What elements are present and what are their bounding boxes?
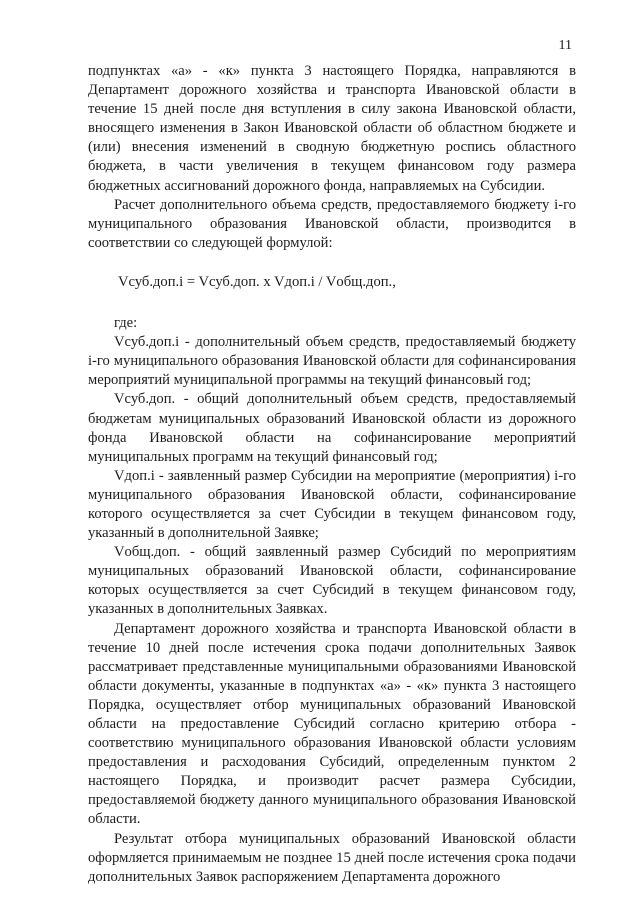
paragraph-continuation: подпунктах «а» - «к» пункта 3 настоящего Порядка, направляются в Департамент дорожного хозяйства и транспорта Ивановской области в течение 15 дней после дня вступления в силу закона Ивановской области, вносящего изменения в Закон Ивановской области об областном бюджете и (или) внесения изменений в сводную бюджетную роспись областного бюджета, в части увеличения в текущем финансовом году размера бюджетных ассигнований дорожного фонда, направляемых на Субсидии. (88, 63, 576, 194)
page-number: 11 (558, 38, 572, 53)
paragraph-calculation-intro: Расчет дополнительного объема средств, предоставляемого бюджету i-го муниципального образования Ивановской области, производится в соответствии со следующей формулой: (88, 196, 576, 251)
definition-vdop-i: Vдоп.i - заявленный размер Субсидии на мероприятие (мероприятия) i-го муниципального образования Ивановской области, софинансирование которого осуществляется за счет Субсидии в текущем финансовом году, указанный в дополнительной Заявке; (88, 467, 576, 542)
definition-vsub-dop: Vсуб.доп. - общий дополнительный объем средств, предоставляемый бюджетам муниципальных образований Ивановской области из дорожного фонда Ивановской области на софинансирование мероприятий муниципальных программ на текущий финансовый год; (88, 391, 576, 465)
document-body (88, 62, 576, 887)
definition-vobsh-dop: Vобщ.доп. - общий заявленный размер Субсидий по мероприятиям муниципальных образований Ивановской области, софинансирование которых осуществляется за счет Субсидий в текущем финансовом году, указанных в дополнительных Заявках. (88, 544, 576, 618)
where-label: где: (114, 315, 138, 332)
paragraph-department-review: Департамент дорожного хозяйства и транспорта Ивановской области в течение 10 дней после истечения срока подачи дополнительных Заявок рассматривает представленные муниципальными образованиями Ивановской области документы, указанные в подпунктах «а» - «к» пункта 3 настоящего Порядка, осуществляет отбор муниципальных образований Ивановской области на предоставление Субсидий согласно критерию отбора - соответствию муниципального образования Ивановской области условиям предоставления и расходования Субсидий, определенным пунктом 2 настоящего Порядка, и производит расчет размера Субсидии, предоставляемой бюджету данного муниципального образования Ивановской области. (88, 620, 576, 828)
paragraph-selection-result: Результат отбора муниципальных образований Ивановской области оформляется принимаемым не позднее 15 дней после истечения срока подачи дополнительных Заявок распоряжением Департамента дорожного (88, 830, 576, 885)
formula: Vсуб.доп.i = Vсуб.доп. x Vдоп.i / Vобщ.доп., (118, 273, 396, 290)
definition-vsub-dop-i: Vсуб.доп.i - дополнительный объем средств, предоставляемый бюджету i-го муниципального образования Ивановской области для софинансирования мероприятий муниципальной программы на текущий финансовый год; (88, 334, 576, 389)
